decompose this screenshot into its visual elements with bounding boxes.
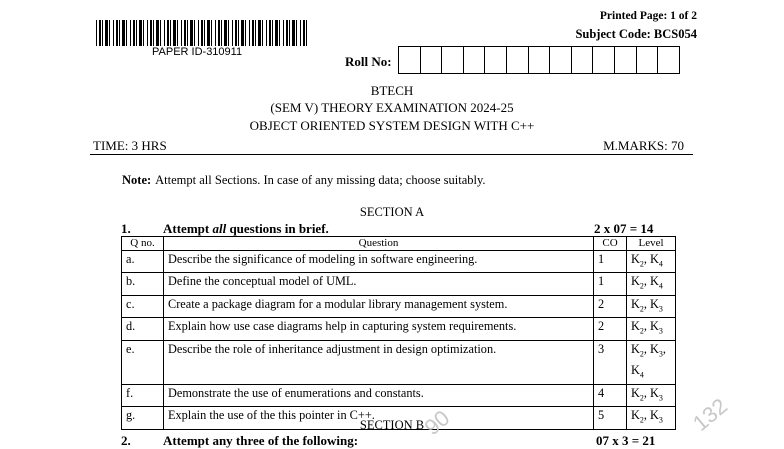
row-co: 4: [594, 384, 627, 406]
question-2-instruction: Attempt any three of the following:: [163, 433, 359, 448]
question-2-number: 2.: [121, 433, 131, 448]
program-title: BTECH: [370, 83, 414, 98]
roll-box: [398, 46, 421, 74]
section-b-heading: SECTION B: [359, 418, 425, 432]
watermark: 90: [419, 405, 455, 441]
question-1-number: 1.: [121, 221, 131, 236]
header-rule: [90, 154, 693, 155]
row-question: Explain the use of the this pointer in C++.: [164, 407, 594, 429]
roll-number-boxes: [399, 46, 680, 74]
row-co: 1: [594, 273, 627, 295]
row-qno: g.: [122, 407, 164, 429]
table-row: [122, 295, 676, 317]
roll-label: Roll No:: [345, 54, 392, 69]
watermark: 132: [687, 393, 733, 436]
row-question: Explain how use case diagrams help in capturing system requirements.: [164, 318, 594, 340]
printed-page: Printed Page: 1 of 2: [599, 10, 697, 22]
row-co: 5: [594, 407, 627, 429]
col-co: CO: [594, 237, 627, 251]
course-title: OBJECT ORIENTED SYSTEM DESIGN WITH C++: [249, 118, 535, 133]
exam-time: TIME: 3 HRS: [93, 138, 167, 153]
row-question: Describe the role of inheritance adjustment in design optimization.: [164, 340, 594, 384]
row-qno: d.: [122, 318, 164, 340]
row-level: $K_2$, $K_3$: [627, 318, 676, 340]
row-question: Demonstrate the use of enumerations and constants.: [164, 384, 594, 406]
col-question: Question: [164, 237, 594, 251]
row-question: Define the conceptual model of UML.: [164, 273, 594, 295]
roll-box: [441, 46, 464, 74]
row-co: 2: [594, 295, 627, 317]
roll-box: [549, 46, 572, 74]
row-qno: f.: [122, 384, 164, 406]
table-row: [122, 251, 676, 273]
table-row: [122, 384, 676, 406]
table-row: [122, 273, 676, 295]
col-level: Level: [627, 237, 676, 251]
row-level: $K_2$, $K_3$, $K_4$: [627, 340, 676, 384]
note: Note: Attempt all Sections. In case of any missing data; choose suitably.: [122, 173, 486, 187]
roll-box: [506, 46, 529, 74]
row-level: $K_2$, $K_3$: [627, 384, 676, 406]
row-level: $K_2$, $K_4$: [627, 273, 676, 295]
row-co: 1: [594, 251, 627, 273]
roll-box: [657, 46, 680, 74]
exam-title: (SEM V) THEORY EXAMINATION 2024-25: [270, 100, 514, 115]
row-qno: c.: [122, 295, 164, 317]
row-qno: e.: [122, 340, 164, 384]
row-co: 2: [594, 318, 627, 340]
row-level: $K_2$, $K_3$: [627, 295, 676, 317]
row-qno: a.: [122, 251, 164, 273]
row-question: Describe the significance of modeling in software engineering.: [164, 251, 594, 273]
table-row: [122, 340, 676, 384]
col-qno: Q no.: [122, 237, 164, 251]
barcode: [96, 20, 308, 46]
table-header-row: [122, 237, 676, 251]
row-level: $K_2$, $K_3$: [627, 407, 676, 429]
roll-box: [614, 46, 637, 74]
roll-box: [636, 46, 659, 74]
row-co: 3: [594, 340, 627, 384]
row-question: Create a package diagram for a modular library management system.: [164, 295, 594, 317]
question-1-marks: 2 x 07 = 14: [594, 221, 654, 236]
row-level: $K_2$, $K_4$: [627, 251, 676, 273]
question-2-marks: 07 x 3 = 21: [596, 433, 656, 448]
roll-box: [571, 46, 594, 74]
roll-box: [592, 46, 615, 74]
question-1-instruction: Attempt all questions in brief.: [163, 221, 329, 236]
row-qno: b.: [122, 273, 164, 295]
roll-box: [420, 46, 443, 74]
roll-box: [463, 46, 486, 74]
roll-box: [484, 46, 507, 74]
section-a-table: [121, 236, 676, 430]
max-marks: M.MARKS: 70: [603, 138, 684, 153]
section-a-heading: SECTION A: [359, 205, 425, 219]
paper-id: PAPER ID-310911: [152, 46, 243, 58]
roll-box: [528, 46, 551, 74]
table-row: [122, 318, 676, 340]
subject-code: Subject Code: BCS054: [575, 27, 697, 41]
